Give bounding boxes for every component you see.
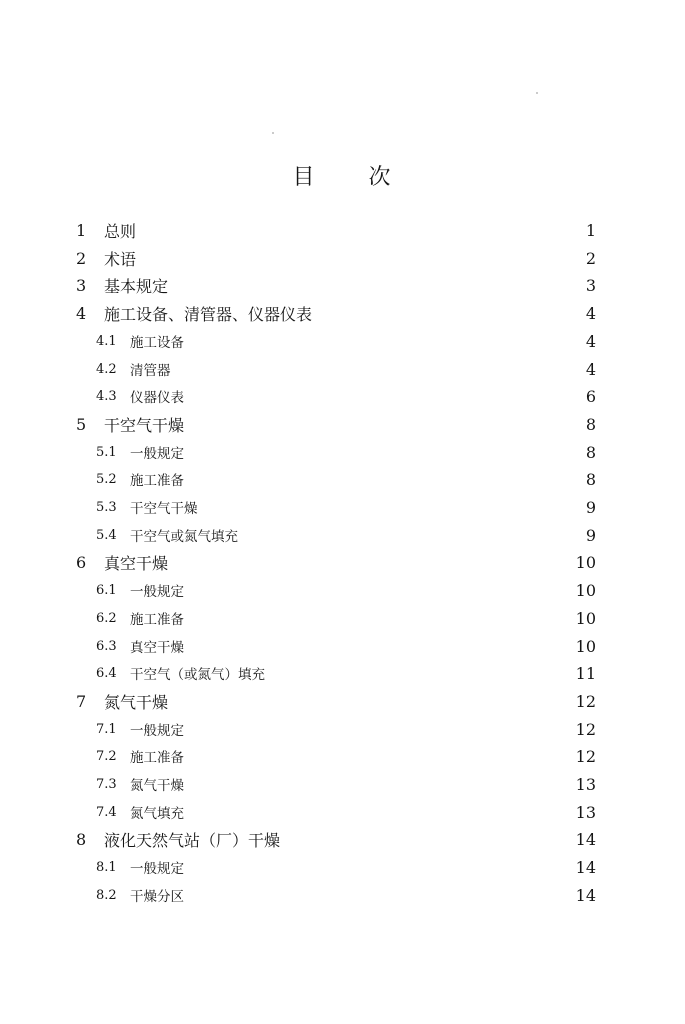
toc-entry-title: 一般规定 — [130, 584, 184, 600]
dot-leader — [194, 634, 562, 658]
dot-leader — [194, 329, 578, 353]
toc-section-entry[interactable] — [76, 495, 596, 519]
toc-entry-title: 总则 — [104, 221, 137, 241]
toc-entry-number: 5.1 — [96, 444, 117, 460]
dot-leader — [194, 467, 578, 491]
toc-entry-number: 4.1 — [96, 333, 117, 349]
toc-page-number: 3 — [585, 275, 596, 295]
toc-entry-title: 一般规定 — [130, 446, 184, 462]
dot-leader — [275, 661, 562, 685]
toc-chapter-entry[interactable] — [76, 301, 596, 325]
toc-chapter-entry[interactable] — [76, 218, 596, 242]
toc-entry-title: 干空气或氮气填充 — [130, 529, 238, 545]
toc-entry-number: 7.4 — [96, 804, 117, 820]
toc-entry-number: 2 — [76, 248, 87, 268]
toc-page-number: 1 — [585, 220, 596, 240]
dot-leader — [146, 218, 578, 242]
toc-entry-title: 施工设备 — [130, 335, 184, 351]
toc-entry-number: 7 — [76, 691, 87, 711]
toc-section-entry[interactable] — [76, 883, 596, 907]
dot-leader — [290, 827, 562, 851]
toc-section-entry[interactable] — [76, 467, 596, 491]
dot-leader — [194, 744, 562, 768]
toc-page-number: 10 — [575, 636, 596, 656]
toc-page-number: 11 — [575, 663, 596, 683]
toc-chapter-entry[interactable] — [76, 273, 596, 297]
dot-leader — [194, 384, 578, 408]
toc-entry-number: 5.2 — [96, 471, 117, 487]
toc-entry-number: 4.2 — [96, 361, 117, 377]
toc-page-number: 8 — [585, 469, 596, 489]
toc-page-number: 10 — [575, 608, 596, 628]
toc-section-entry[interactable] — [76, 523, 596, 547]
toc-entry-number: 5 — [76, 414, 87, 434]
title-char-1: 目 — [292, 165, 317, 190]
dot-leader — [194, 440, 578, 464]
dot-leader — [194, 412, 578, 436]
toc-section-entry[interactable] — [76, 440, 596, 464]
toc-entry-number: 6.3 — [96, 638, 117, 654]
dot-leader — [194, 800, 562, 824]
toc-section-entry[interactable] — [76, 634, 596, 658]
title-char-2: 次 — [368, 165, 393, 190]
toc-entry-title: 施工设备、清管器、仪器仪表 — [104, 304, 313, 324]
toc-entry-title: 基本规定 — [104, 276, 169, 296]
toc-entry-title: 干空气（或氮气）填充 — [130, 667, 265, 683]
dot-leader — [194, 606, 562, 630]
toc-entry-number: 6.4 — [96, 665, 117, 681]
toc-section-entry[interactable] — [76, 855, 596, 879]
toc-page-number: 14 — [575, 885, 596, 905]
toc-section-entry[interactable] — [76, 384, 596, 408]
toc-entry-number: 8.2 — [96, 887, 117, 903]
toc-entry-number: 7.2 — [96, 748, 117, 764]
toc-chapter-entry[interactable] — [76, 550, 596, 574]
page-title — [0, 160, 685, 191]
dot-leader — [178, 273, 578, 297]
toc-entry-number: 8 — [76, 829, 87, 849]
toc-entry-title: 清管器 — [130, 363, 171, 379]
toc-entry-title: 干空气干燥 — [130, 501, 198, 517]
toc-entry-title: 氮气干燥 — [130, 778, 184, 794]
dot-leader — [178, 550, 562, 574]
toc-section-entry[interactable] — [76, 717, 596, 741]
toc-entry-title: 氮气干燥 — [104, 692, 169, 712]
dot-leader — [146, 246, 578, 270]
toc-entry-number: 8.1 — [96, 859, 117, 875]
toc-entry-title: 术语 — [104, 249, 137, 269]
toc-entry-number: 5.4 — [96, 527, 117, 543]
toc-entry-title: 施工准备 — [130, 750, 184, 766]
toc-entry-title: 一般规定 — [130, 723, 184, 739]
toc-page-number: 14 — [575, 857, 596, 877]
toc-page-number: 12 — [575, 746, 596, 766]
toc-entry-title: 真空干燥 — [130, 640, 184, 656]
toc-entry-number: 4 — [76, 303, 87, 323]
dot-leader — [194, 883, 562, 907]
toc-page-number: 14 — [575, 829, 596, 849]
toc-section-entry[interactable] — [76, 357, 596, 381]
toc-page-number: 8 — [585, 414, 596, 434]
toc-page-number: 13 — [575, 774, 596, 794]
toc-section-entry[interactable] — [76, 800, 596, 824]
dot-leader — [194, 855, 562, 879]
toc-chapter-entry[interactable] — [76, 246, 596, 270]
toc-entry-number: 6.1 — [96, 582, 117, 598]
toc-page-number: 9 — [585, 525, 596, 545]
toc-entry-title: 一般规定 — [130, 861, 184, 877]
dot-leader — [208, 495, 579, 519]
toc-entry-title: 施工准备 — [130, 612, 184, 628]
scan-speck — [272, 132, 274, 134]
toc-page-number: 9 — [585, 497, 596, 517]
toc-page-number: 6 — [585, 386, 596, 406]
toc-section-entry[interactable] — [76, 661, 596, 685]
toc-section-entry[interactable] — [76, 744, 596, 768]
toc-entry-number: 1 — [76, 220, 87, 240]
toc-entry-title: 施工准备 — [130, 473, 184, 489]
scan-speck — [536, 92, 538, 94]
toc-entry-title: 仪器仪表 — [130, 390, 184, 406]
toc-page-number: 10 — [575, 580, 596, 600]
toc-entry-number: 3 — [76, 275, 87, 295]
toc-chapter-entry[interactable] — [76, 412, 596, 436]
toc-entry-number: 7.3 — [96, 776, 117, 792]
toc-entry-number: 7.1 — [96, 721, 117, 737]
dot-leader — [322, 301, 578, 325]
toc-entry-number: 6 — [76, 552, 87, 572]
dot-leader — [194, 578, 562, 602]
toc-page-number: 13 — [575, 802, 596, 822]
toc-page-number: 2 — [585, 248, 596, 268]
toc-page-number: 4 — [585, 331, 596, 351]
dot-leader — [178, 689, 562, 713]
toc-page-number: 4 — [585, 359, 596, 379]
dot-leader — [194, 717, 562, 741]
toc-chapter-entry[interactable] — [76, 689, 596, 713]
toc-entry-number: 4.3 — [96, 388, 117, 404]
toc-page-number: 12 — [575, 719, 596, 739]
dot-leader — [248, 523, 578, 547]
toc-page-number: 10 — [575, 552, 596, 572]
toc-section-entry[interactable] — [76, 578, 596, 602]
toc-section-entry[interactable] — [76, 772, 596, 796]
toc-page-number: 8 — [585, 442, 596, 462]
toc-entry-title: 干空气干燥 — [104, 415, 185, 435]
toc-entry-title: 真空干燥 — [104, 553, 169, 573]
toc-entry-title: 氮气填充 — [130, 806, 184, 822]
dot-leader — [194, 772, 562, 796]
toc-page-number: 12 — [575, 691, 596, 711]
toc-section-entry[interactable] — [76, 329, 596, 353]
toc-chapter-entry[interactable] — [76, 827, 596, 851]
toc-entry-number: 6.2 — [96, 610, 117, 626]
toc-page-number: 4 — [585, 303, 596, 323]
toc-entry-number: 5.3 — [96, 499, 117, 515]
toc-entry-title: 液化天然气站（厂）干燥 — [104, 830, 281, 850]
toc-entry-title: 干燥分区 — [130, 889, 184, 905]
toc-section-entry[interactable] — [76, 606, 596, 630]
dot-leader — [181, 357, 579, 381]
